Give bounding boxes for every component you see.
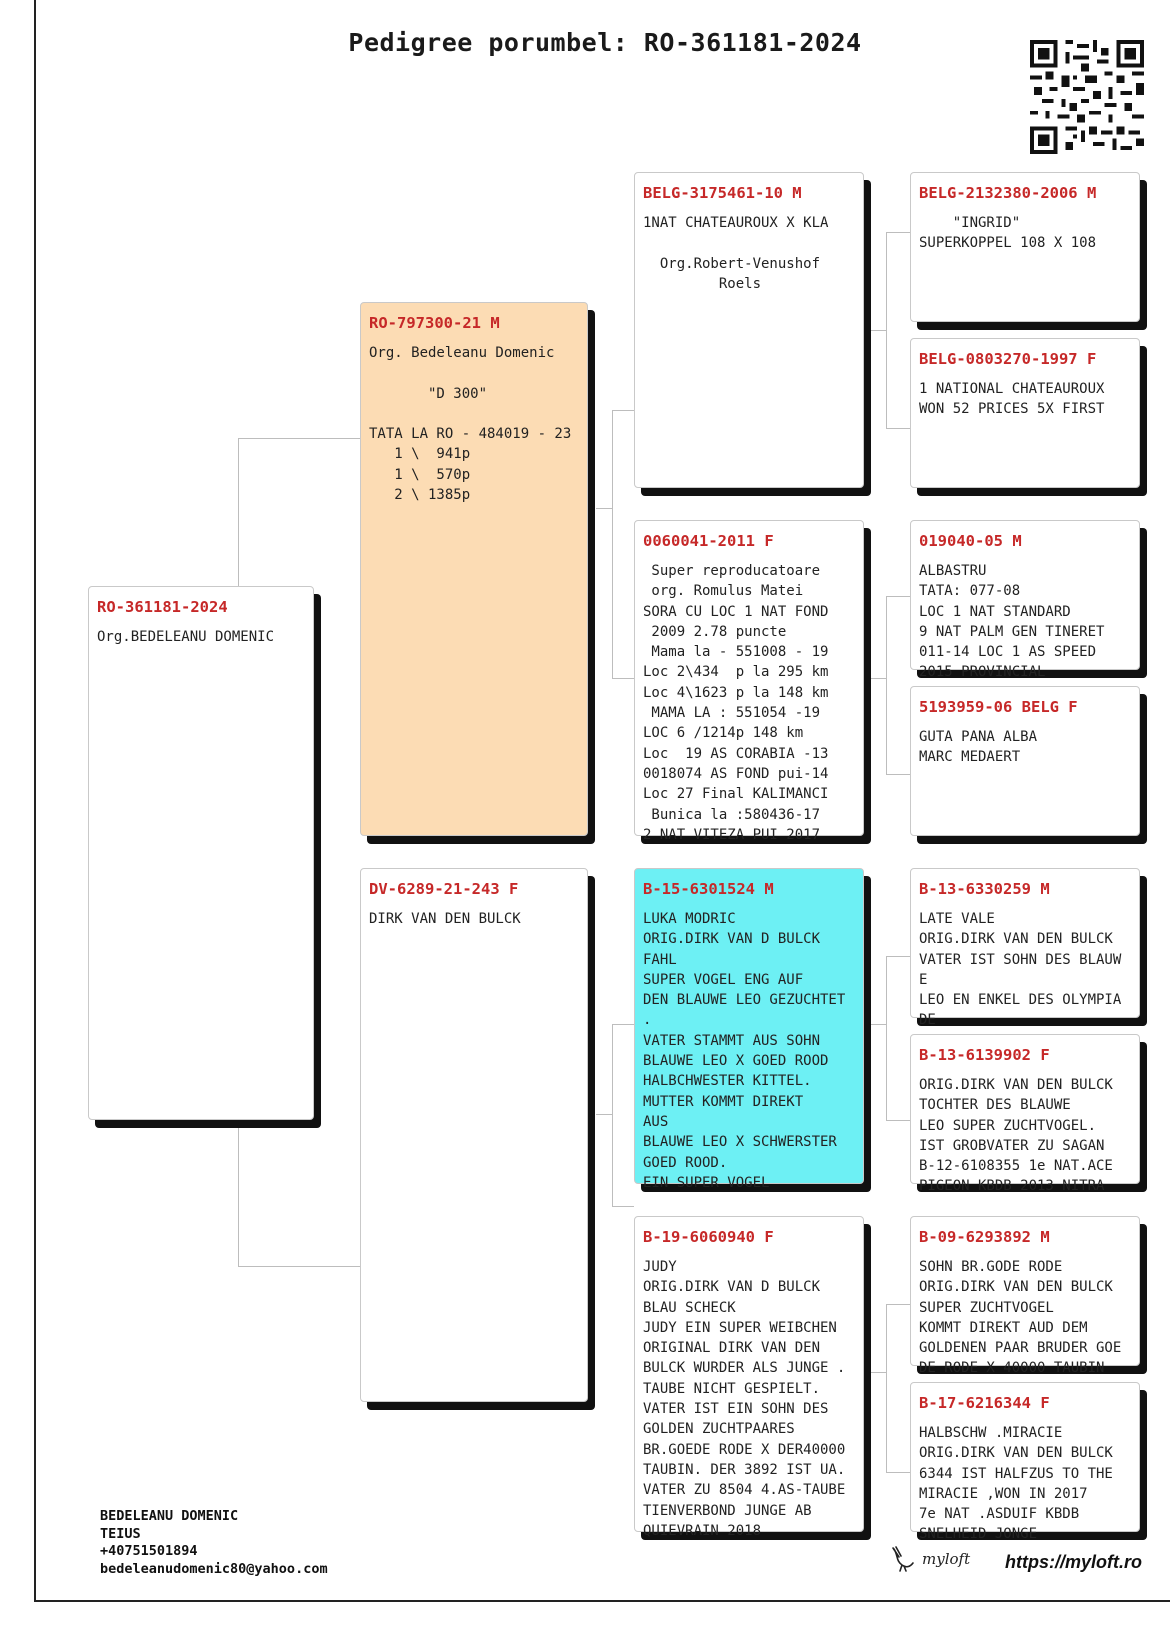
pigeon-notes	[369, 343, 579, 505]
note-line: BULCK WURDER ALS JUNGE .	[643, 1360, 846, 1377]
pigeon-card-sdd[interactable]	[910, 686, 1140, 836]
pigeon-card-dss[interactable]	[910, 868, 1140, 1029]
note-line: ORIG.DIRK VAN DEN BULCK	[919, 931, 1113, 948]
note-line: 1NAT CHATEAUROUX X KLA	[643, 215, 829, 231]
pigeon-notes	[919, 1257, 1131, 1379]
note-line: 1 NATIONAL CHATEAUROUX	[919, 381, 1105, 397]
pigeon-card-sire[interactable]	[360, 302, 588, 836]
connector	[612, 1024, 634, 1025]
note-line: .	[643, 1012, 652, 1029]
note-line: HALBSCHW .MIRACIE	[919, 1425, 1063, 1441]
note-line: ALBASTRU	[919, 563, 987, 579]
connector	[612, 678, 634, 679]
note-line: SUPERKOPPEL 108 X 108	[919, 235, 1097, 252]
connector	[886, 1120, 910, 1121]
note-line: "INGRID"	[919, 215, 1021, 231]
ring-number: B-09-6293892 M	[919, 1228, 1050, 1246]
note-line: 2 \ 1385p	[369, 487, 471, 504]
pigeon-card-ssd[interactable]	[910, 338, 1140, 488]
ring-number: 5193959-06 BELG F	[919, 698, 1078, 716]
ring-number: B-19-6060940 F	[643, 1228, 774, 1246]
note-line: KOMMT DIREKT AUD DEM	[919, 1319, 1088, 1336]
pigeon-notes	[643, 561, 855, 845]
ring-number: RO-361181-2024	[97, 598, 228, 616]
pigeon-card-dam-dam[interactable]	[634, 1216, 864, 1539]
connector	[596, 508, 612, 509]
note-line: IST GROBVATER ZU SAGAN	[919, 1137, 1105, 1154]
pigeon-card-dds[interactable]	[910, 1216, 1140, 1377]
note-line: 2015 PROVINCIAL	[919, 664, 1046, 681]
note-line: MARC MEDAERT	[919, 749, 1021, 766]
note-line: Loc 27 Final KALIMANCI	[643, 786, 829, 803]
note-line: GOLDEN ZUCHTPAARES	[643, 1421, 795, 1438]
pigeon-notes	[643, 1257, 855, 1541]
note-line: SOHN BR.GODE RODE	[919, 1259, 1063, 1275]
note-line: DE	[919, 1012, 936, 1029]
note-line: ORIG.DIRK VAN D BULCK	[643, 931, 821, 948]
note-line: QUIEVRAIN 2018	[643, 1522, 762, 1539]
note-line: VATER ZU 8504 4.AS-TAUBE	[643, 1482, 846, 1499]
note-line: GOED ROOD.	[643, 1154, 728, 1171]
note-line: 1 \ 570p	[369, 466, 471, 483]
note-line: 0018074 AS FOND pui-14	[643, 765, 829, 782]
connector	[886, 1304, 910, 1305]
note-line: "D 300"	[369, 385, 488, 402]
connector	[886, 774, 910, 775]
pigeon-notes	[97, 627, 305, 647]
note-line: TOCHTER DES BLAUWE	[919, 1097, 1071, 1114]
pigeon-card-subject[interactable]	[88, 586, 314, 1120]
ring-number: BELG-0803270-1997 F	[919, 350, 1097, 368]
ring-number: RO-797300-21 M	[369, 314, 500, 332]
ring-number: B-13-6139902 F	[919, 1046, 1050, 1064]
connector	[238, 438, 360, 439]
note-line: PIGEON KBDB 2013 NITRA	[919, 1178, 1105, 1195]
note-line: bedeleanudomenic80@yahoo.com	[100, 1560, 328, 1577]
pigeon-card-sire-sire[interactable]	[634, 172, 864, 488]
note-line: LEO SUPER ZUCHTVOGEL.	[919, 1117, 1097, 1134]
note-line: TATA LA RO - 484019 - 23	[369, 426, 572, 443]
note-line: TATA: 077-08	[919, 583, 1021, 600]
note-line: ORIGINAL DIRK VAN DEN	[643, 1340, 821, 1357]
ring-number: BELG-3175461-10 M	[643, 184, 802, 202]
connector	[596, 1114, 612, 1115]
note-line: LUKA MODRIC	[643, 911, 736, 927]
note-line: 2009 2.78 puncte	[643, 623, 787, 640]
connector	[886, 232, 910, 233]
note-line: ORIG.DIRK VAN DEN BULCK	[919, 1077, 1113, 1093]
contact-lines	[100, 1508, 328, 1578]
connector	[886, 596, 910, 597]
connector	[886, 1472, 910, 1473]
ring-number: B-13-6330259 M	[919, 880, 1050, 898]
note-line: Loc 2\434 p la 295 km	[643, 664, 829, 681]
note-line: LATE VALE	[919, 911, 995, 927]
ring-number: 0060041-2011 F	[643, 532, 774, 550]
note-line: VATER STAMMT AUS SOHN	[643, 1032, 821, 1049]
note-line: SUPER VOGEL ENG AUF	[643, 971, 804, 988]
note-line: Org. Bedeleanu Domenic	[369, 345, 555, 361]
note-line: Loc 19 AS CORABIA -13	[643, 745, 829, 762]
note-line: 2 NAT VITEZA PUI 2017	[643, 826, 821, 843]
note-line: MUTTER KOMMT DIREKT	[643, 1093, 804, 1110]
note-line: 9 NAT PALM GEN TINERET	[919, 623, 1105, 640]
note-line: Bunica la :580436-17	[643, 806, 821, 823]
pigeon-card-dsd[interactable]	[910, 1034, 1140, 1195]
note-line: Loc 4\1623 p la 148 km	[643, 684, 829, 701]
note-line: BEDELEANU DOMENIC	[100, 1508, 239, 1524]
note-line: HALBCHWESTER KITTEL.	[643, 1073, 812, 1090]
note-line: SORA CU LOC 1 NAT FOND	[643, 603, 829, 620]
note-line: DE RODE X 40000 TAUBIN	[919, 1360, 1105, 1377]
note-line: TEIUS	[100, 1525, 141, 1542]
note-line: Org.Robert-Venushof	[643, 255, 821, 272]
note-line: Mama la - 551008 - 19	[643, 644, 829, 661]
pigeon-card-sss[interactable]	[910, 172, 1140, 322]
pigeon-notes	[919, 727, 1131, 768]
note-line: LOC 6 /1214p 148 km	[643, 725, 804, 742]
connector	[866, 330, 886, 331]
note-line: AUS	[643, 1113, 669, 1130]
note-line: DEN BLAUWE LEO GEZUCHTET	[643, 992, 846, 1009]
connector	[866, 1372, 886, 1373]
note-line: TAUBE NICHT GESPIELT.	[643, 1380, 821, 1397]
pigeon-notes	[919, 561, 1131, 683]
note-line: JUDY EIN SUPER WEIBCHEN	[643, 1319, 837, 1336]
note-line: 7e NAT .ASDUIF KBDB	[919, 1506, 1080, 1523]
pigeon-notes	[919, 909, 1131, 1031]
connector	[886, 956, 887, 1120]
connector	[886, 232, 887, 428]
note-line: Org.BEDELEANU DOMENIC	[97, 629, 275, 645]
connector	[886, 1304, 887, 1472]
note-line: FAHL	[643, 951, 677, 968]
note-line: E	[919, 971, 928, 988]
note-line: GUTA PANA ALBA	[919, 729, 1038, 745]
pigeon-notes	[643, 909, 855, 1193]
page-title: Pedigree porumbel: RO-361181-2024	[348, 28, 862, 57]
connector	[238, 1128, 239, 1266]
connector	[886, 428, 910, 429]
note-line: VATER IST EIN SOHN DES	[643, 1401, 829, 1418]
note-line: GOLDENEN PAAR BRUDER GOE	[919, 1340, 1122, 1357]
page-border-left	[34, 0, 36, 1600]
pigeon-card-ddd[interactable]	[910, 1382, 1140, 1543]
note-line: WON 52 PRICES 5X FIRST	[919, 401, 1105, 418]
connector	[612, 1206, 634, 1207]
note-line: MAMA LA : 551054 -19	[643, 705, 821, 722]
qr-code-icon	[1030, 40, 1144, 154]
note-line: SNELHEID JONGE	[919, 1526, 1038, 1543]
note-line: MIRACIE ,WON IN 2017	[919, 1485, 1088, 1502]
note-line: ORIG.DIRK VAN DEN BULCK	[919, 1279, 1113, 1296]
connector	[238, 1266, 360, 1267]
connector	[866, 678, 886, 679]
pigeon-logo-icon	[890, 1545, 916, 1573]
pigeon-notes	[643, 213, 855, 294]
connector	[238, 438, 239, 588]
note-line: JUDY	[643, 1259, 677, 1275]
note-line: Roels	[643, 275, 762, 292]
note-line: +40751501894	[100, 1543, 198, 1559]
note-line: BLAUWE LEO X SCHWERSTER	[643, 1134, 837, 1151]
connector	[612, 508, 613, 678]
note-line: Super reproducatoare	[643, 563, 821, 579]
ring-number: B-17-6216344 F	[919, 1394, 1050, 1412]
note-line: LEO EN ENKEL DES OLYMPIA	[919, 992, 1122, 1009]
ring-number: DV-6289-21-243 F	[369, 880, 519, 898]
pigeon-card-dam[interactable]	[360, 868, 588, 1402]
pigeon-notes	[919, 379, 1131, 420]
connector	[612, 410, 613, 510]
note-line: TIENVERBOND JUNGE AB	[643, 1502, 812, 1519]
note-line: 1 \ 941p	[369, 446, 471, 463]
note-line: SUPER ZUCHTVOGEL	[919, 1299, 1054, 1316]
note-line: EIN SUPER VOGEL	[643, 1174, 770, 1191]
note-line: ORIG.DIRK VAN DEN BULCK	[919, 1445, 1113, 1462]
note-line	[643, 233, 855, 253]
ring-number: 019040-05 M	[919, 532, 1022, 550]
note-line: 011-14 LOC 1 AS SPEED	[919, 644, 1097, 661]
ring-number: B-15-6301524 M	[643, 880, 774, 898]
note-line: VATER IST SOHN DES BLAUW	[919, 951, 1122, 968]
note-line: BLAU SCHECK	[643, 1299, 736, 1316]
note-line: TAUBIN. DER 3892 IST UA.	[643, 1461, 846, 1478]
note-line: DIRK VAN DEN BULCK	[369, 911, 521, 927]
pigeon-notes	[919, 213, 1131, 254]
pigeon-notes	[919, 1423, 1131, 1545]
note-line	[369, 404, 579, 424]
note-line: B-12-6108355 1e NAT.ACE	[919, 1158, 1113, 1175]
connector	[612, 1024, 613, 1206]
note-line: ORIG.DIRK VAN D BULCK	[643, 1279, 821, 1296]
page-border-bottom	[34, 1600, 1170, 1602]
note-line: BR.GOEDE RODE X DER40000	[643, 1441, 846, 1458]
website-link[interactable]: https://myloft.ro	[1005, 1552, 1142, 1572]
ring-number: BELG-2132380-2006 M	[919, 184, 1097, 202]
connector	[612, 410, 634, 411]
note-line: 6344 IST HALFZUS TO THE	[919, 1465, 1113, 1482]
pigeon-card-sds[interactable]	[910, 520, 1140, 681]
note-line	[369, 363, 579, 383]
connector	[886, 596, 887, 774]
connector	[886, 956, 910, 957]
myloft-logo	[890, 1545, 970, 1573]
note-line: BLAUWE LEO X GOED ROOD	[643, 1053, 829, 1070]
pigeon-card-sire-dam[interactable]	[634, 520, 864, 843]
pigeon-notes	[369, 909, 579, 929]
pigeon-card-dam-sire[interactable]	[634, 868, 864, 1191]
note-line: LOC 1 NAT STANDARD	[919, 603, 1071, 620]
breeder-contact	[100, 1508, 328, 1578]
note-line: org. Romulus Matei	[643, 583, 804, 600]
logo-wordmark: myloft	[922, 1550, 971, 1568]
connector	[866, 1024, 886, 1025]
pigeon-notes	[919, 1075, 1131, 1197]
